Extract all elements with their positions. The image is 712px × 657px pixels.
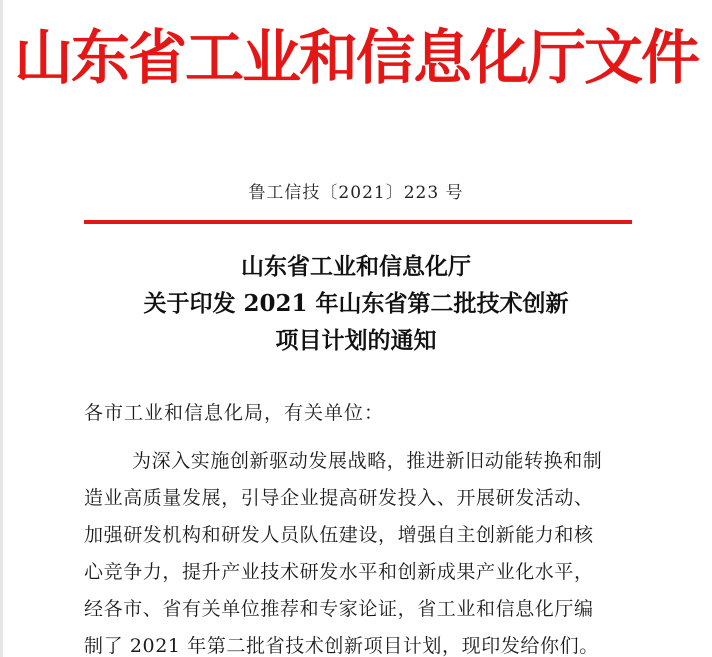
salutation: 各市工业和信息化局，有关单位： <box>84 402 385 424</box>
body-paragraph <box>84 443 632 657</box>
issuer-header: 山东省工业和信息化厅文件 <box>13 23 698 92</box>
title-line-1: 山东省工业和信息化厅 <box>241 253 471 280</box>
title-line-3: 项目计划的通知 <box>275 327 437 354</box>
body-line: 心竞争力，提升产业技术研发水平和创新成果产业化水平， <box>84 561 594 583</box>
body-line: 为深入实施创新驱动发展战略，推进新旧动能转换和制 <box>132 450 603 472</box>
body-line: 造业高质量发展，引导企业提高研发投入、开展研发活动、 <box>84 487 594 509</box>
document-number: 鲁工信技〔2021〕223 号 <box>248 183 464 203</box>
document-title <box>0 248 712 359</box>
body-line: 经各市、省有关单位推荐和专家论证，省工业和信息化厅编 <box>84 598 594 620</box>
red-divider <box>84 220 632 224</box>
body-line: 制了 2021 年第二批省技术创新项目计划，现印发给你们。 <box>84 635 599 657</box>
body-line: 加强研发机构和研发人员队伍建设，增强自主创新能力和核 <box>84 524 594 546</box>
title-line-2: 关于印发 2021 年山东省第二批技术创新 <box>143 290 569 317</box>
